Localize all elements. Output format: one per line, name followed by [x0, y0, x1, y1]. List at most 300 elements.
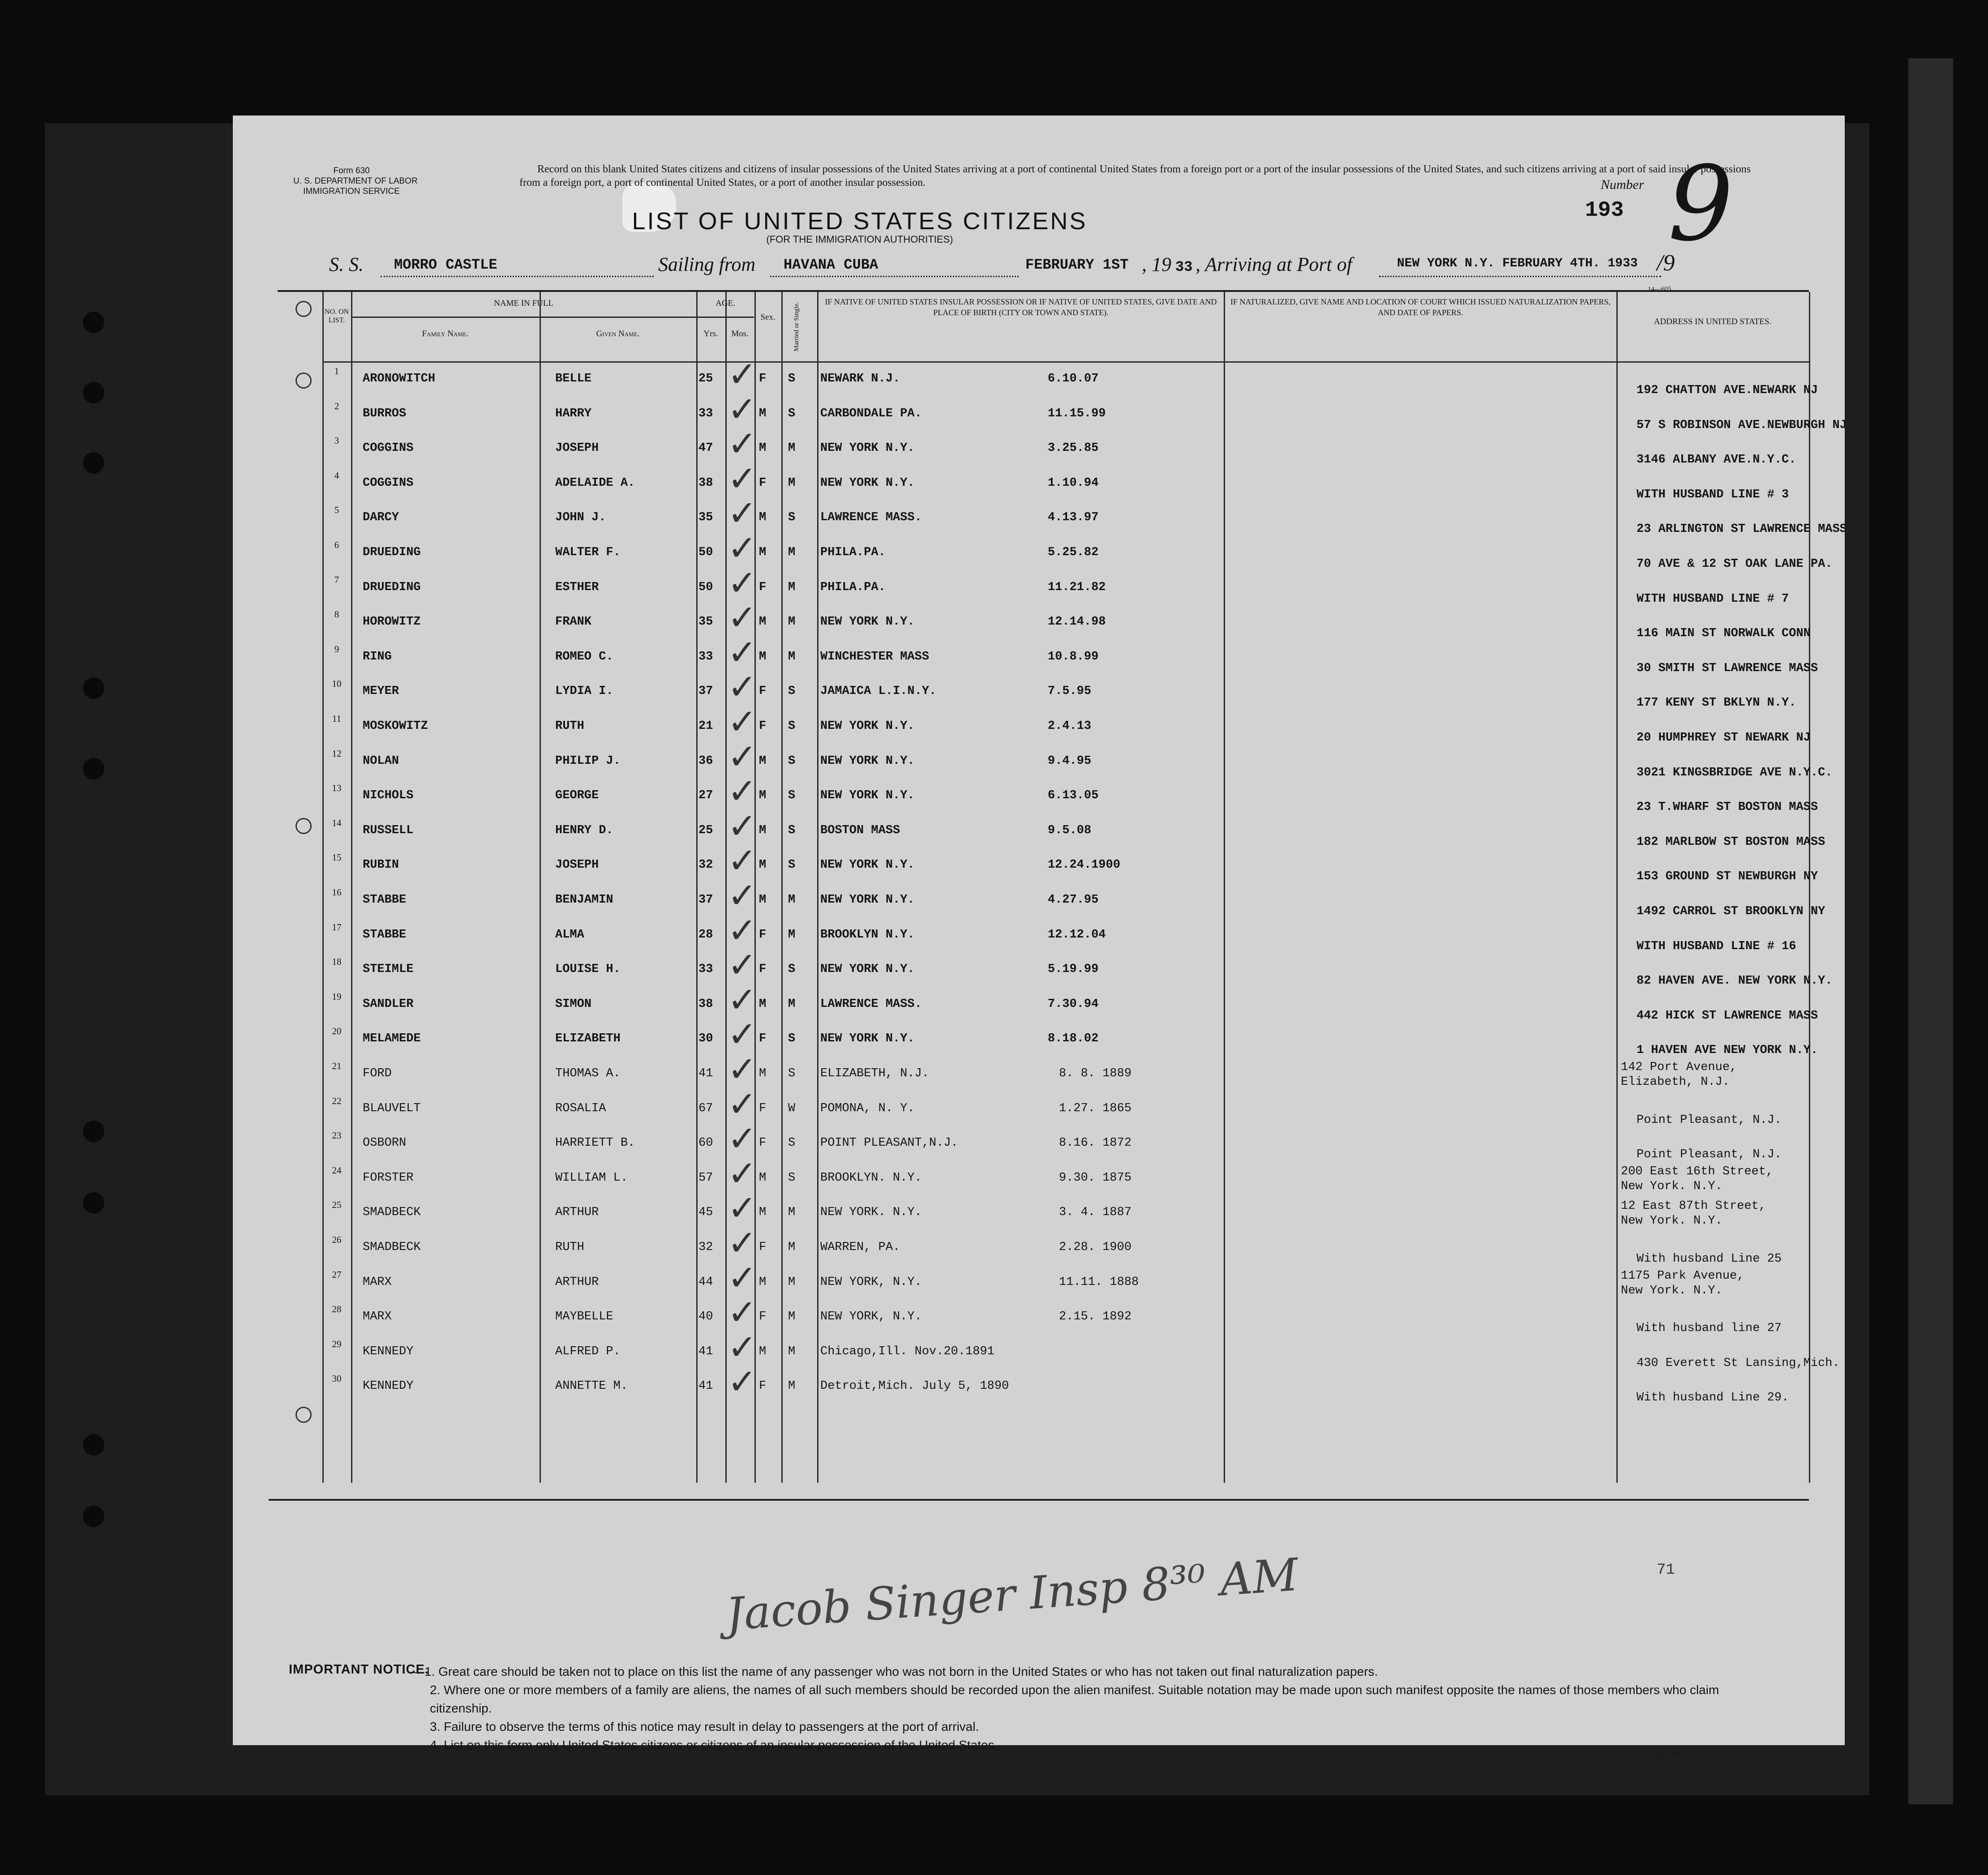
col-rule	[540, 292, 541, 1483]
row-birth-date: 4.27.95	[1048, 893, 1099, 907]
row-age-years: 33	[698, 407, 713, 420]
row-birthplace: Chicago,Ill. Nov.20.1891	[820, 1344, 994, 1358]
form-number: Form 630	[333, 166, 370, 176]
check-mark-icon: ✓	[728, 736, 757, 777]
row-given-name: BELLE	[555, 372, 592, 385]
check-mark-icon: ✓	[728, 598, 757, 638]
check-mark-icon: ✓	[728, 1362, 757, 1403]
ss-label: S. S.	[329, 253, 364, 275]
row-birthplace: WARREN, PA.	[820, 1241, 900, 1254]
row-sex: M	[759, 441, 767, 455]
row-given-name: ARTHUR	[555, 1275, 599, 1289]
arrival: NEW YORK N.Y. FEBRUARY 4TH. 1933	[1397, 257, 1638, 270]
check-mark-icon: ✓	[728, 1049, 757, 1090]
row-sex: F	[759, 1241, 767, 1254]
row-address-line: With husband Line 29.	[1637, 1391, 1789, 1405]
check-mark-icon: ✓	[728, 528, 757, 569]
binder-hole-icon	[83, 1506, 104, 1527]
row-birth-date: 12.24.1900	[1048, 858, 1121, 872]
sail-date: FEBRUARY 1ST	[1025, 257, 1129, 273]
row-address-line: 200 East 16th Street,	[1621, 1164, 1774, 1178]
row-family-name: RING	[363, 650, 392, 664]
row-age-years: 32	[698, 858, 713, 872]
row-number: 20	[332, 1026, 342, 1037]
check-mark-icon: ✓	[728, 1293, 757, 1333]
row-age-years: 41	[698, 1344, 713, 1358]
binder-hole-icon	[83, 312, 104, 333]
notice-item-4: 4. List on this form only United States citizens or citizens of an insular possession of the United States.	[430, 1738, 998, 1752]
margin-circle-icon	[296, 301, 312, 317]
row-age-years: 21	[698, 719, 713, 733]
check-mark-icon: ✓	[728, 493, 757, 534]
row-marital-status: S	[788, 754, 796, 768]
row-birth-date: 3. 4. 1887	[1059, 1206, 1132, 1220]
row-birth-date: 10.8.99	[1048, 650, 1099, 664]
row-address-line: With husband Line 25	[1637, 1252, 1782, 1266]
row-marital-status: M	[788, 650, 796, 664]
number-label: Number	[1601, 177, 1644, 192]
row-birthplace: LAWRENCE MASS.	[820, 997, 922, 1011]
row-address-line: 20 HUMPHREY ST NEWARK NJ	[1637, 731, 1811, 745]
row-sex: F	[759, 719, 767, 733]
row-birth-date: 6.10.07	[1048, 372, 1099, 385]
row-family-name: OSBORN	[363, 1136, 407, 1150]
check-mark-icon: ✓	[728, 945, 757, 986]
row-marital-status: S	[788, 1171, 796, 1185]
row-family-name: SMADBECK	[363, 1206, 421, 1220]
binder-hole-icon	[83, 758, 104, 779]
row-sex: F	[759, 1101, 767, 1115]
row-sex: M	[759, 407, 767, 420]
row-family-name: STABBE	[363, 928, 407, 942]
row-address-line: WITH HUSBAND LINE # 3	[1637, 488, 1789, 501]
department: U. S. DEPARTMENT OF LABOR	[293, 176, 418, 186]
row-sex: F	[759, 1032, 767, 1046]
row-age-years: 50	[698, 546, 713, 559]
check-mark-icon: ✓	[728, 910, 757, 951]
row-age-years: 47	[698, 441, 713, 455]
row-family-name: STABBE	[363, 893, 407, 907]
row-given-name: GEORGE	[555, 789, 599, 803]
row-family-name: MOSKOWITZ	[363, 719, 428, 733]
check-mark-icon: ✓	[728, 806, 757, 847]
row-birthplace: LAWRENCE MASS.	[820, 511, 922, 525]
check-mark-icon: ✓	[728, 1258, 757, 1298]
row-number: 18	[332, 956, 342, 967]
notice-body	[412, 1662, 1719, 1754]
row-address-line: 430 Everett St Lansing,Mich.	[1637, 1356, 1840, 1370]
row-number: 9	[334, 643, 339, 655]
row-age-years: 67	[698, 1101, 713, 1115]
row-birth-date: 2.15. 1892	[1059, 1310, 1132, 1324]
arrival-dotline	[1379, 276, 1661, 277]
row-age-years: 25	[698, 823, 713, 837]
row-birthplace: CARBONDALE PA.	[820, 407, 922, 420]
row-given-name: WILLIAM L.	[555, 1171, 628, 1185]
margin-circle-icon	[296, 372, 312, 389]
row-number: 6	[334, 539, 339, 550]
row-address-line: Point Pleasant, N.J.	[1637, 1148, 1782, 1162]
row-number: 27	[332, 1269, 342, 1280]
row-marital-status: M	[788, 441, 796, 455]
row-number: 26	[332, 1234, 342, 1245]
row-age-years: 50	[698, 580, 713, 594]
row-age-years: 35	[698, 615, 713, 629]
binder-hole-icon	[83, 1434, 104, 1455]
row-birthplace: NEW YORK N.Y.	[820, 476, 915, 490]
row-marital-status: S	[788, 372, 796, 385]
row-birth-date: 1.27. 1865	[1059, 1101, 1132, 1115]
row-address-line: 116 MAIN ST NORWALK CONN	[1637, 627, 1811, 641]
row-marital-status: M	[788, 893, 796, 907]
row-birth-date: 9.5.08	[1048, 823, 1092, 837]
signature-count: 71	[1657, 1562, 1675, 1579]
row-given-name: SIMON	[555, 997, 592, 1011]
check-mark-icon: ✓	[728, 632, 757, 673]
row-address-line: 177 KENY ST BKLYN N.Y.	[1637, 696, 1796, 710]
manifest-page	[233, 116, 1847, 1759]
check-mark-icon: ✓	[728, 1153, 757, 1194]
notice-heading: IMPORTANT NOTICE.	[289, 1662, 429, 1677]
row-family-name: SMADBECK	[363, 1241, 421, 1254]
row-age-years: 40	[698, 1310, 713, 1324]
row-address-line: 1175 Park Avenue,	[1621, 1269, 1744, 1283]
row-family-name: FORSTER	[363, 1171, 414, 1185]
handwritten-number: 9	[1668, 145, 1734, 264]
binder-hole-icon	[83, 382, 104, 403]
row-birthplace: BROOKLYN N.Y.	[820, 928, 915, 942]
row-address-line: 442 HICK ST LAWRENCE MASS	[1637, 1009, 1818, 1023]
row-given-name: RUTH	[555, 719, 584, 733]
check-mark-icon: ✓	[728, 563, 757, 604]
row-family-name: STEIMLE	[363, 963, 414, 976]
sailing-dotline	[770, 276, 1019, 277]
row-number: 29	[332, 1338, 342, 1349]
col-header-sex: Sex.	[760, 312, 775, 322]
row-birthplace: NEW YORK N.Y.	[820, 963, 915, 976]
row-birthplace: NEW YORK N.Y.	[820, 719, 915, 733]
col-header-no: NO. ON LIST.	[324, 308, 349, 324]
arriving-label: , Arriving at Port of	[1195, 253, 1352, 275]
row-given-name: ARTHUR	[555, 1206, 599, 1220]
row-birthplace: NEW YORK, N.Y.	[820, 1275, 922, 1289]
row-age-years: 38	[698, 476, 713, 490]
row-address-line: 23 ARLINGTON ST LAWRENCE MASS	[1637, 522, 1847, 536]
check-mark-icon: ✓	[728, 355, 757, 395]
row-marital-status: S	[788, 789, 796, 803]
check-mark-icon: ✓	[728, 1188, 757, 1229]
row-birth-date: 11.21.82	[1048, 580, 1106, 594]
row-sex: F	[759, 580, 767, 594]
row-birthplace: POMONA, N. Y.	[820, 1101, 915, 1115]
row-birth-date: 7.5.95	[1048, 685, 1092, 698]
row-marital-status: W	[788, 1101, 796, 1115]
row-sex: M	[759, 1206, 767, 1220]
row-age-years: 37	[698, 685, 713, 698]
row-number: 7	[334, 574, 339, 585]
row-sex: M	[759, 1275, 767, 1289]
row-address-line: New York. N.Y.	[1621, 1179, 1722, 1193]
row-address-line: 1492 CARROL ST BROOKLYN NY	[1637, 905, 1825, 918]
row-sex: M	[759, 997, 767, 1011]
col-header-birth: IF NATIVE OF UNITED STATES INSULAR POSSESSION OR IF NATIVE OF UNITED STATES, GIVE DATE AND PLACE OF BIRTH (CITY OR TOWN AND STATE).	[825, 297, 1217, 317]
row-address-line: 1 HAVEN AVE NEW YORK N.Y.	[1637, 1044, 1818, 1057]
row-age-years: 33	[698, 963, 713, 976]
row-sex: M	[759, 1344, 767, 1358]
check-mark-icon: ✓	[728, 1015, 757, 1055]
row-birthplace: PHILA.PA.	[820, 580, 886, 594]
row-age-years: 41	[698, 1067, 713, 1080]
col-rule	[1224, 292, 1225, 1483]
row-address-line: New York. N.Y.	[1621, 1284, 1722, 1297]
row-age-years: 32	[698, 1241, 713, 1254]
row-address-line: 142 Port Avenue,	[1621, 1061, 1737, 1074]
col-header-married: Married or Single.	[793, 302, 800, 352]
row-birthplace: NEW YORK, N.Y.	[820, 1310, 922, 1324]
col-header-family: Family Name.	[422, 329, 469, 338]
margin-circle-icon	[296, 818, 312, 834]
row-birthplace: NEW YORK N.Y.	[820, 789, 915, 803]
row-age-years: 45	[698, 1206, 713, 1220]
form-number-block	[293, 166, 418, 197]
notice-item-1: —1. Great care should be taken not to place on this list the name of any passenger who was not born in the United States or who has not taken out final naturalization papers.	[412, 1665, 1378, 1678]
row-birth-date: 8.16. 1872	[1059, 1136, 1132, 1150]
row-birthplace: Detroit,Mich. July 5, 1890	[820, 1379, 1009, 1393]
row-number: 11	[332, 713, 342, 724]
row-given-name: BENJAMIN	[555, 893, 613, 907]
row-marital-status: M	[788, 1275, 796, 1289]
row-marital-status: S	[788, 719, 796, 733]
row-birthplace: NEW YORK N.Y.	[820, 754, 915, 768]
col-rule	[781, 292, 783, 1483]
row-family-name: BLAUVELT	[363, 1101, 421, 1115]
check-mark-icon: ✓	[728, 876, 757, 916]
check-mark-icon: ✓	[728, 980, 757, 1020]
row-age-years: 37	[698, 893, 713, 907]
row-birthplace: WINCHESTER MASS	[820, 650, 930, 664]
check-mark-icon: ✓	[728, 702, 757, 742]
col-rule	[725, 292, 727, 1483]
col-header-mos: Mos.	[731, 329, 749, 338]
row-given-name: LYDIA I.	[555, 685, 613, 698]
row-birth-date: 5.19.99	[1048, 963, 1099, 976]
row-birth-date: 9.4.95	[1048, 754, 1092, 768]
arrival-mark: /9	[1657, 250, 1675, 276]
row-marital-status: S	[788, 1067, 796, 1080]
row-age-years: 25	[698, 372, 713, 385]
row-marital-status: M	[788, 1310, 796, 1324]
row-family-name: MARX	[363, 1275, 392, 1289]
row-birth-date: 8.18.02	[1048, 1032, 1099, 1046]
row-given-name: ELIZABETH	[555, 1032, 621, 1046]
row-family-name: ARONOWITCH	[363, 372, 436, 385]
row-birthplace: NEW YORK N.Y.	[820, 441, 915, 455]
row-number: 8	[334, 609, 339, 620]
binder-hole-icon	[83, 452, 104, 474]
check-mark-icon: ✓	[728, 389, 757, 430]
col-header-given: Given Name.	[596, 329, 640, 338]
check-mark-icon: ✓	[728, 1084, 757, 1125]
row-marital-status: S	[788, 1032, 796, 1046]
row-birthplace: BROOKLYN. N.Y.	[820, 1171, 922, 1185]
row-number: 30	[332, 1373, 342, 1384]
row-given-name: ANNETTE M.	[555, 1379, 628, 1393]
row-address-line: 57 S ROBINSON AVE.NEWBURGH NJ	[1637, 418, 1847, 432]
row-given-name: FRANK	[555, 615, 592, 629]
row-sex: M	[759, 546, 767, 559]
row-address-line: Point Pleasant, N.J.	[1637, 1113, 1782, 1127]
row-family-name: MARX	[363, 1310, 392, 1324]
row-number: 25	[332, 1199, 342, 1211]
row-family-name: HOROWITZ	[363, 615, 421, 629]
notice-item-3: 3. Failure to observe the terms of this notice may result in delay to passengers at the port of arrival.	[430, 1720, 979, 1734]
row-marital-status: S	[788, 823, 796, 837]
binder-hole-icon	[83, 677, 104, 699]
row-birth-date: 3.25.85	[1048, 441, 1099, 455]
row-marital-status: M	[788, 615, 796, 629]
row-marital-status: M	[788, 1379, 796, 1393]
row-address-line: 23 T.WHARF ST BOSTON MASS	[1637, 801, 1818, 814]
row-birthplace: NEW YORK. N.Y.	[820, 1206, 922, 1220]
row-birthplace: ELIZABETH, N.J.	[820, 1067, 930, 1080]
row-sex: F	[759, 928, 767, 942]
row-number: 13	[332, 783, 342, 794]
check-mark-icon: ✓	[728, 771, 757, 812]
row-sex: M	[759, 754, 767, 768]
row-age-years: 44	[698, 1275, 713, 1289]
row-given-name: ALMA	[555, 928, 584, 942]
row-sex: F	[759, 1379, 767, 1393]
ship-name: MORRO CASTLE	[394, 257, 497, 273]
row-family-name: BURROS	[363, 407, 407, 420]
footer-code: 14—605	[1661, 1752, 1683, 1759]
row-address-line: 30 SMITH ST LAWRENCE MASS	[1637, 661, 1818, 675]
row-given-name: THOMAS A.	[555, 1067, 621, 1080]
check-mark-icon: ✓	[728, 424, 757, 465]
row-given-name: ROMEO C.	[555, 650, 613, 664]
col-header-yrs: Yrs.	[703, 329, 718, 338]
row-given-name: ADELAIDE A.	[555, 476, 635, 490]
row-birth-date: 12.12.04	[1048, 928, 1106, 942]
row-birthplace: NEW YORK N.Y.	[820, 893, 915, 907]
col-header-age: AGE.	[716, 299, 735, 308]
service: IMMIGRATION SERVICE	[303, 187, 400, 196]
row-sex: M	[759, 858, 767, 872]
row-number: 28	[332, 1304, 342, 1315]
citizen-table	[278, 290, 1847, 1492]
check-mark-icon: ✓	[728, 667, 757, 708]
row-address-line: 82 HAVEN AVE. NEW YORK N.Y.	[1637, 974, 1833, 988]
row-sex: M	[759, 615, 767, 629]
row-marital-status: S	[788, 407, 796, 420]
row-age-years: 57	[698, 1171, 713, 1185]
table-bottom-rule	[269, 1499, 1809, 1501]
row-number: 4	[334, 470, 339, 481]
row-number: 23	[332, 1130, 342, 1141]
row-given-name: PHILIP J.	[555, 754, 621, 768]
row-birth-date: 6.13.05	[1048, 789, 1099, 803]
row-birthplace: NEW YORK N.Y.	[820, 615, 915, 629]
row-address-line: 12 East 87th Street,	[1621, 1199, 1766, 1213]
row-age-years: 41	[698, 1379, 713, 1393]
row-age-years: 27	[698, 789, 713, 803]
header-rule	[322, 361, 1809, 363]
row-family-name: DRUEDING	[363, 546, 421, 559]
row-number: 3	[334, 435, 339, 446]
row-marital-status: M	[788, 580, 796, 594]
row-sex: F	[759, 372, 767, 385]
row-address-line: New York. N.Y.	[1621, 1214, 1722, 1228]
row-given-name: HENRY D.	[555, 823, 613, 837]
row-marital-status: M	[788, 997, 796, 1011]
row-number: 16	[332, 887, 342, 898]
row-family-name: KENNEDY	[363, 1379, 414, 1393]
col-header-address: ADDRESS IN UNITED STATES.	[1654, 317, 1772, 326]
intro-text: Record on this blank United States citizens and citizens of insular possessions of the United States arriving at a port of continental United States from a foreign port or a port of the insular possessions of the United States, and such citizens arriving at a port of said insular possessions from a foreign port, a port of continental United States, or a port of another insular possession.	[519, 163, 1751, 188]
row-address-line: 182 MARLBOW ST BOSTON MASS	[1637, 835, 1825, 849]
row-given-name: ALFRED P.	[555, 1344, 621, 1358]
page-title: LIST OF UNITED STATES CITIZENS	[632, 208, 1088, 235]
row-family-name: COGGINS	[363, 476, 414, 490]
row-number: 14	[332, 817, 342, 828]
row-marital-status: M	[788, 1206, 796, 1220]
row-marital-status: M	[788, 546, 796, 559]
row-birthplace: PHILA.PA.	[820, 546, 886, 559]
row-age-years: 36	[698, 754, 713, 768]
row-family-name: MELAMEDE	[363, 1032, 421, 1046]
row-family-name: NICHOLS	[363, 789, 414, 803]
col-rule	[696, 292, 698, 1483]
row-birth-date: 11.11. 1888	[1059, 1275, 1139, 1289]
row-address-line: WITH HUSBAND LINE # 7	[1637, 592, 1789, 606]
row-marital-status: S	[788, 963, 796, 976]
adjacent-page-edge	[1908, 58, 1953, 1804]
row-given-name: HARRY	[555, 407, 592, 420]
row-number: 24	[332, 1164, 342, 1176]
col-rule	[1616, 292, 1618, 1483]
check-mark-icon: ✓	[728, 458, 757, 499]
row-given-name: ROSALIA	[555, 1101, 606, 1115]
row-address-line: WITH HUSBAND LINE # 16	[1637, 939, 1796, 953]
row-age-years: 30	[698, 1032, 713, 1046]
row-number: 15	[332, 852, 342, 863]
row-age-years: 28	[698, 928, 713, 942]
row-birthplace: NEWARK N.J.	[820, 372, 900, 385]
row-birth-date: 11.15.99	[1048, 407, 1106, 420]
row-address-line: With husband line 27	[1637, 1322, 1782, 1336]
row-family-name: SANDLER	[363, 997, 414, 1011]
row-family-name: RUBIN	[363, 858, 399, 872]
row-birth-date: 7.30.94	[1048, 997, 1099, 1011]
code-right: 14—605	[1648, 286, 1671, 293]
row-number: 19	[332, 991, 342, 1002]
row-family-name: DARCY	[363, 511, 399, 525]
row-sex: M	[759, 893, 767, 907]
check-mark-icon: ✓	[728, 841, 757, 882]
row-marital-status: S	[788, 858, 796, 872]
row-birth-date: 2.4.13	[1048, 719, 1092, 733]
row-sex: F	[759, 685, 767, 698]
row-sex: M	[759, 650, 767, 664]
sailing-from: HAVANA CUBA	[784, 257, 878, 273]
row-family-name: RUSSELL	[363, 823, 414, 837]
row-sex: M	[759, 789, 767, 803]
row-given-name: HARRIETT B.	[555, 1136, 635, 1150]
row-given-name: WALTER F.	[555, 546, 621, 559]
col-header-name-in-full: NAME IN FULL	[494, 299, 553, 308]
inspector-signature: Jacob Singer Insp 8³⁰ AM	[724, 1548, 1300, 1641]
number-value: 193	[1585, 198, 1624, 223]
